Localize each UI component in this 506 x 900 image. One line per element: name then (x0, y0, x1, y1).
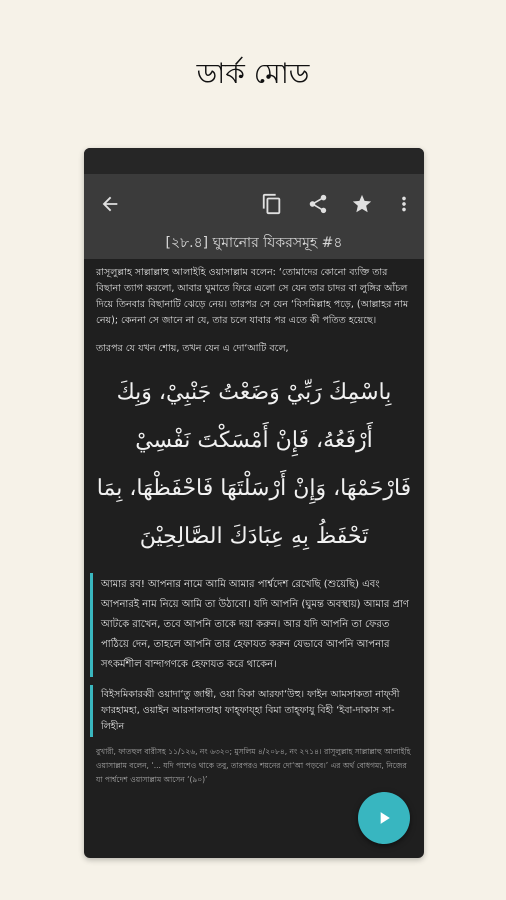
instruction-paragraph: তারপর যে যখন শোয়, তখন যেন এ দো‘আটি বলে, (96, 343, 289, 354)
more-vert-icon[interactable] (390, 190, 418, 218)
app-bar (84, 174, 424, 259)
phone-frame (84, 148, 424, 858)
arabic-text: بِاسْمِكَ رَبِّيْ وَضَعْتُ جَنْبِيْ، وَبِكَ أَرْفَعُهُ، فَإِنْ أَمْسَكْتَ نَفْسِيْ فَارْحَمْهَا، وَإِنْ أَرْسَلْتَهَا فَاحْفَظْهَا، بِمَا تَحْفَظُ بِهِ عِبَادَكَ الصَّالِحِيْنَ (96, 380, 412, 549)
copy-icon[interactable] (258, 190, 286, 218)
play-button[interactable] (358, 792, 410, 844)
intro-paragraph: রাসূলুল্লাহ সাল্লাল্লাহু আলাইহি ওয়াসাল্লাম বলেন: ‘তোমাদের কোনো ব্যক্তি তার বিছানা ত্যাগ করলো, আবার ঘুমাতে ফিরে এলো সে যেন তার চাদর বা লুঙ্গির আঁচল দিয়ে তিনবার বিছানাটি ঝেড়ে নেয়। তারপর সে যেন ‘বিসমিল্লাহ পড়ে, (আল্লাহর নাম নেয়); কেননা সে জানে না যে, তার চলে যাবার পর এতে কী পতিত হয়েছে। (96, 267, 409, 326)
dua-content (84, 259, 424, 858)
transliteration-block: বিইসমিকারব্বী ওয়াদা‘তু জাম্বী, ওয়া বিকা আরফা‘উহু। ফাইন আমসাকতা নাফ্সী ফারহামহা, ওয়াইন আরসালতাহা ফাহ্‌ফায্‌হা বিমা তাহ্‌ফাযু বিহী ‘ইবা-দাকাস সা-লিহীন (90, 685, 412, 737)
screen-title: [২৮.৪] ঘুমানোর যিকরসমূহ #৪ (165, 235, 343, 251)
status-bar (84, 148, 424, 174)
share-icon[interactable] (304, 190, 332, 218)
page-headline: ডার্ক মোড (196, 57, 310, 90)
back-arrow-icon[interactable] (96, 190, 124, 218)
translation-block: আমার রব! আপনার নামে আমি আমার পার্শ্বদেশ রেখেছি (শুয়েছি) এবং আপনারই নাম নিয়ে আমি তা উঠাবো। যদি আপনি (ঘুমন্ত অবস্থায়) আমার প্রাণ আটকে রাখেন, তবে আপনি তাকে দয়া করুন। আর যদি আপনি তা ফেরত পাঠিয়ে দেন, তাহলে আপনি তার হেফাযত করুন যেভাবে আপনি আপনার সৎকর্মশীল বান্দাগণকে হেফাযত করে থাকেন। (90, 573, 412, 677)
play-icon (374, 808, 394, 828)
references-text: বুখারী, ফাতহুল বারীসহ ১১/১২৬, নং ৬৩২০; মুসলিম ৪/২০৮৪, নং ২৭১৪। রাসূলুল্লাহ সাল্লাল্লাহু আলাইহি ওয়াসাল্লাম বলেন, ‘... যদি পাশেও থাকে তবু, তারপরও শয়নের দো‘আ পড়বে।’ এর অর্থ বোধগম্য, নিজের যা পার্শ্বদেশ ওয়াসাল্লাম আসেন ‘(৯০)’ (96, 747, 411, 784)
star-icon[interactable] (348, 190, 376, 218)
